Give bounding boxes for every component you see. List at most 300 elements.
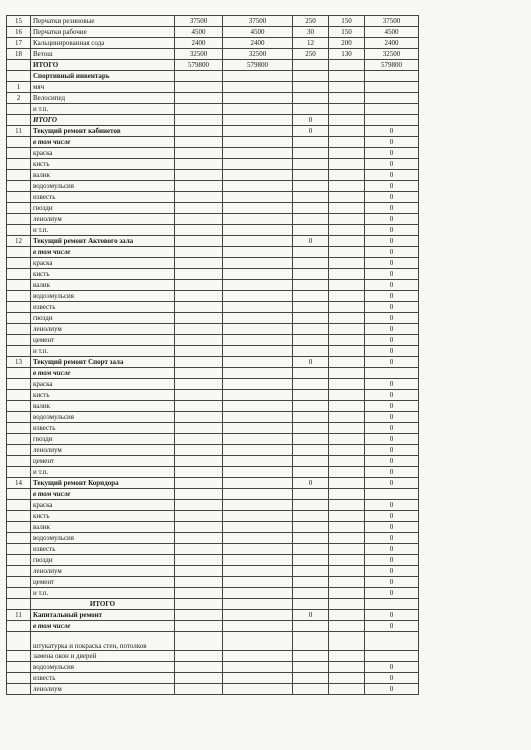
table-row xyxy=(7,500,419,511)
value-cell xyxy=(293,588,329,599)
value-cell xyxy=(329,467,365,478)
value-cell xyxy=(223,478,293,489)
row-number xyxy=(7,500,31,511)
value-cell xyxy=(293,93,329,104)
value-cell xyxy=(223,390,293,401)
table-row xyxy=(7,357,419,368)
value-cell: 0 xyxy=(365,412,419,423)
item-name: цемент xyxy=(31,456,175,467)
item-name: штукатурка и покраска стен, потолков xyxy=(31,632,175,651)
value-cell xyxy=(329,588,365,599)
item-name: Спортивный инвентарь xyxy=(31,71,175,82)
value-cell xyxy=(293,269,329,280)
value-cell xyxy=(223,489,293,500)
value-cell xyxy=(329,159,365,170)
item-name: Капитальный ремонт xyxy=(31,610,175,621)
budget-table xyxy=(6,15,419,695)
value-cell xyxy=(223,71,293,82)
table-row xyxy=(7,247,419,258)
value-cell xyxy=(293,632,329,651)
value-cell: 0 xyxy=(365,621,419,632)
value-cell xyxy=(175,651,223,662)
item-name: Текущий ремонт кабинетов xyxy=(31,126,175,137)
value-cell xyxy=(175,390,223,401)
item-name: краска xyxy=(31,500,175,511)
value-cell xyxy=(223,181,293,192)
value-cell xyxy=(293,456,329,467)
value-cell xyxy=(223,148,293,159)
value-cell xyxy=(175,71,223,82)
value-cell xyxy=(223,401,293,412)
value-cell xyxy=(223,412,293,423)
value-cell xyxy=(175,445,223,456)
row-number xyxy=(7,621,31,632)
table-row xyxy=(7,467,419,478)
value-cell xyxy=(329,291,365,302)
value-cell xyxy=(175,621,223,632)
table-row xyxy=(7,555,419,566)
table-row xyxy=(7,159,419,170)
value-cell: 4500 xyxy=(175,27,223,38)
value-cell: 579800 xyxy=(223,60,293,71)
value-cell xyxy=(175,434,223,445)
value-cell xyxy=(175,533,223,544)
value-cell xyxy=(329,555,365,566)
table-row xyxy=(7,368,419,379)
value-cell: 0 xyxy=(365,522,419,533)
value-cell: 579800 xyxy=(175,60,223,71)
table-row xyxy=(7,71,419,82)
value-cell: 579800 xyxy=(365,60,419,71)
value-cell: 0 xyxy=(365,346,419,357)
value-cell xyxy=(329,269,365,280)
table-row xyxy=(7,684,419,695)
value-cell: 0 xyxy=(365,533,419,544)
value-cell xyxy=(365,489,419,500)
value-cell xyxy=(293,170,329,181)
item-name: известь xyxy=(31,192,175,203)
value-cell: 0 xyxy=(365,610,419,621)
value-cell xyxy=(175,412,223,423)
row-number xyxy=(7,651,31,662)
value-cell xyxy=(293,82,329,93)
table-row xyxy=(7,566,419,577)
value-cell xyxy=(329,511,365,522)
value-cell xyxy=(329,214,365,225)
value-cell: 0 xyxy=(293,610,329,621)
value-cell xyxy=(223,225,293,236)
value-cell xyxy=(293,225,329,236)
value-cell xyxy=(329,302,365,313)
row-number xyxy=(7,269,31,280)
value-cell: 37500 xyxy=(365,16,419,27)
value-cell xyxy=(293,313,329,324)
item-name: валик xyxy=(31,401,175,412)
table-row xyxy=(7,412,419,423)
value-cell: 0 xyxy=(365,379,419,390)
value-cell: 150 xyxy=(329,27,365,38)
value-cell xyxy=(175,148,223,159)
item-name: ленолиум xyxy=(31,214,175,225)
value-cell xyxy=(223,544,293,555)
value-cell: 0 xyxy=(365,159,419,170)
item-name: Текущий ремонт Актового зала xyxy=(31,236,175,247)
value-cell xyxy=(223,291,293,302)
item-name: известь xyxy=(31,302,175,313)
row-number xyxy=(7,214,31,225)
row-number xyxy=(7,159,31,170)
value-cell: 2400 xyxy=(175,38,223,49)
value-cell xyxy=(293,423,329,434)
row-number xyxy=(7,662,31,673)
value-cell xyxy=(293,181,329,192)
value-cell xyxy=(175,115,223,126)
row-number xyxy=(7,192,31,203)
value-cell xyxy=(223,445,293,456)
value-cell: 150 xyxy=(329,16,365,27)
value-cell xyxy=(293,445,329,456)
value-cell xyxy=(223,555,293,566)
table-row xyxy=(7,126,419,137)
value-cell: 0 xyxy=(365,555,419,566)
table-row xyxy=(7,621,419,632)
value-cell xyxy=(329,632,365,651)
row-number xyxy=(7,632,31,651)
table-row xyxy=(7,651,419,662)
row-number: 15 xyxy=(7,16,31,27)
value-cell xyxy=(223,599,293,610)
table-row xyxy=(7,489,419,500)
value-cell xyxy=(329,280,365,291)
value-cell xyxy=(175,467,223,478)
value-cell xyxy=(175,269,223,280)
row-number xyxy=(7,181,31,192)
value-cell xyxy=(175,401,223,412)
table-row xyxy=(7,258,419,269)
value-cell xyxy=(175,423,223,434)
value-cell: 0 xyxy=(365,291,419,302)
item-name: и т.п. xyxy=(31,104,175,115)
item-name: гвозди xyxy=(31,434,175,445)
row-number xyxy=(7,291,31,302)
value-cell xyxy=(293,599,329,610)
table-row xyxy=(7,280,419,291)
value-cell xyxy=(293,159,329,170)
value-cell xyxy=(175,82,223,93)
item-name: известь xyxy=(31,544,175,555)
table-row xyxy=(7,181,419,192)
value-cell xyxy=(175,247,223,258)
value-cell xyxy=(293,280,329,291)
value-cell xyxy=(329,533,365,544)
value-cell: 0 xyxy=(365,203,419,214)
value-cell xyxy=(365,104,419,115)
row-number: 12 xyxy=(7,236,31,247)
value-cell: 0 xyxy=(365,423,419,434)
value-cell: 0 xyxy=(365,225,419,236)
value-cell xyxy=(223,302,293,313)
value-cell xyxy=(329,489,365,500)
row-number xyxy=(7,533,31,544)
value-cell xyxy=(175,291,223,302)
value-cell xyxy=(293,533,329,544)
row-number xyxy=(7,412,31,423)
item-name: водоэмульсия xyxy=(31,662,175,673)
item-name: и т.п. xyxy=(31,467,175,478)
table-row xyxy=(7,49,419,60)
table-row xyxy=(7,662,419,673)
item-name: ИТОГО xyxy=(31,60,175,71)
value-cell xyxy=(175,379,223,390)
value-cell xyxy=(329,258,365,269)
value-cell: 0 xyxy=(293,236,329,247)
value-cell xyxy=(175,181,223,192)
value-cell: 2400 xyxy=(223,38,293,49)
value-cell: 4500 xyxy=(365,27,419,38)
table-row xyxy=(7,214,419,225)
row-number xyxy=(7,511,31,522)
value-cell xyxy=(293,390,329,401)
row-number: 17 xyxy=(7,38,31,49)
row-number xyxy=(7,71,31,82)
value-cell xyxy=(223,522,293,533)
value-cell xyxy=(293,577,329,588)
item-name: ленолиум xyxy=(31,324,175,335)
value-cell xyxy=(175,214,223,225)
table-row xyxy=(7,434,419,445)
item-name: в том числе xyxy=(31,621,175,632)
value-cell: 0 xyxy=(365,566,419,577)
table-row xyxy=(7,456,419,467)
value-cell: 30 xyxy=(293,27,329,38)
value-cell xyxy=(223,500,293,511)
value-cell xyxy=(223,588,293,599)
table-row xyxy=(7,60,419,71)
row-number xyxy=(7,225,31,236)
value-cell xyxy=(223,621,293,632)
value-cell xyxy=(329,500,365,511)
item-name: цемент xyxy=(31,577,175,588)
value-cell xyxy=(329,544,365,555)
value-cell xyxy=(223,203,293,214)
item-name: Перчатки рабочие xyxy=(31,27,175,38)
value-cell xyxy=(329,566,365,577)
value-cell: 200 xyxy=(329,38,365,49)
value-cell xyxy=(329,82,365,93)
row-number xyxy=(7,390,31,401)
value-cell xyxy=(293,148,329,159)
value-cell xyxy=(329,324,365,335)
row-number xyxy=(7,258,31,269)
value-cell xyxy=(293,368,329,379)
row-number xyxy=(7,60,31,71)
value-cell: 0 xyxy=(365,588,419,599)
value-cell: 0 xyxy=(365,192,419,203)
value-cell xyxy=(329,181,365,192)
item-name: ИТОГО xyxy=(31,115,175,126)
row-number xyxy=(7,247,31,258)
table-row xyxy=(7,511,419,522)
value-cell: 0 xyxy=(365,500,419,511)
value-cell: 37500 xyxy=(223,16,293,27)
value-cell xyxy=(293,566,329,577)
value-cell xyxy=(223,247,293,258)
item-name: кисть xyxy=(31,269,175,280)
value-cell: 0 xyxy=(365,214,419,225)
table-row xyxy=(7,38,419,49)
table-row xyxy=(7,93,419,104)
value-cell xyxy=(223,137,293,148)
row-number xyxy=(7,137,31,148)
value-cell xyxy=(329,357,365,368)
value-cell: 0 xyxy=(365,684,419,695)
table-row xyxy=(7,544,419,555)
row-number: 16 xyxy=(7,27,31,38)
value-cell: 32500 xyxy=(365,49,419,60)
value-cell xyxy=(293,346,329,357)
row-number: 14 xyxy=(7,478,31,489)
value-cell xyxy=(175,368,223,379)
value-cell xyxy=(365,115,419,126)
value-cell xyxy=(329,148,365,159)
value-cell xyxy=(223,662,293,673)
value-cell xyxy=(329,368,365,379)
value-cell xyxy=(293,467,329,478)
value-cell xyxy=(329,621,365,632)
row-number xyxy=(7,673,31,684)
value-cell xyxy=(329,684,365,695)
table-row xyxy=(7,170,419,181)
row-number xyxy=(7,577,31,588)
value-cell xyxy=(223,434,293,445)
item-name: Велосипед xyxy=(31,93,175,104)
value-cell xyxy=(223,104,293,115)
table-row xyxy=(7,577,419,588)
item-name: водоэмульсия xyxy=(31,412,175,423)
row-number xyxy=(7,544,31,555)
value-cell xyxy=(329,346,365,357)
item-name: Текущий ремонт Коридора xyxy=(31,478,175,489)
value-cell xyxy=(293,379,329,390)
value-cell: 0 xyxy=(365,335,419,346)
value-cell xyxy=(329,247,365,258)
table-row xyxy=(7,104,419,115)
value-cell xyxy=(293,621,329,632)
value-cell xyxy=(293,555,329,566)
table-row xyxy=(7,27,419,38)
value-cell xyxy=(329,170,365,181)
value-cell: 0 xyxy=(365,434,419,445)
value-cell xyxy=(329,662,365,673)
table-row xyxy=(7,673,419,684)
table-row xyxy=(7,401,419,412)
row-number xyxy=(7,423,31,434)
row-number xyxy=(7,115,31,126)
item-name: в том числе xyxy=(31,368,175,379)
value-cell xyxy=(293,412,329,423)
table-row xyxy=(7,478,419,489)
value-cell xyxy=(175,170,223,181)
value-cell: 0 xyxy=(365,544,419,555)
value-cell xyxy=(175,588,223,599)
table-row xyxy=(7,302,419,313)
row-number xyxy=(7,434,31,445)
value-cell: 0 xyxy=(365,478,419,489)
value-cell xyxy=(329,434,365,445)
value-cell xyxy=(223,93,293,104)
value-cell xyxy=(175,236,223,247)
value-cell: 4500 xyxy=(223,27,293,38)
value-cell: 0 xyxy=(365,324,419,335)
item-name: Текущий ремонт Спорт зала xyxy=(31,357,175,368)
value-cell: 2400 xyxy=(365,38,419,49)
table-row xyxy=(7,291,419,302)
value-cell xyxy=(175,126,223,137)
value-cell xyxy=(223,610,293,621)
value-cell xyxy=(175,599,223,610)
value-cell xyxy=(175,456,223,467)
row-number xyxy=(7,313,31,324)
value-cell xyxy=(223,214,293,225)
value-cell xyxy=(223,192,293,203)
value-cell: 250 xyxy=(293,16,329,27)
value-cell xyxy=(223,357,293,368)
row-number xyxy=(7,148,31,159)
value-cell xyxy=(293,214,329,225)
value-cell xyxy=(329,93,365,104)
value-cell xyxy=(365,82,419,93)
row-number xyxy=(7,324,31,335)
value-cell xyxy=(223,423,293,434)
table-row xyxy=(7,313,419,324)
value-cell xyxy=(175,302,223,313)
item-name: ленолиум xyxy=(31,566,175,577)
value-cell: 0 xyxy=(365,269,419,280)
value-cell xyxy=(329,192,365,203)
value-cell: 0 xyxy=(365,445,419,456)
table-row xyxy=(7,522,419,533)
row-number xyxy=(7,555,31,566)
table-row xyxy=(7,588,419,599)
value-cell xyxy=(293,192,329,203)
value-cell: 0 xyxy=(365,258,419,269)
value-cell xyxy=(329,390,365,401)
value-cell xyxy=(175,522,223,533)
value-cell xyxy=(223,456,293,467)
value-cell xyxy=(329,115,365,126)
item-name: в том числе xyxy=(31,489,175,500)
value-cell xyxy=(293,60,329,71)
value-cell: 0 xyxy=(365,662,419,673)
table-row xyxy=(7,16,419,27)
value-cell xyxy=(329,379,365,390)
value-cell xyxy=(223,533,293,544)
item-name: валик xyxy=(31,522,175,533)
value-cell: 0 xyxy=(293,357,329,368)
value-cell xyxy=(223,159,293,170)
row-number xyxy=(7,302,31,313)
item-name: водоэмульсия xyxy=(31,181,175,192)
row-number: 18 xyxy=(7,49,31,60)
value-cell: 250 xyxy=(293,49,329,60)
value-cell xyxy=(175,673,223,684)
item-name: мяч xyxy=(31,82,175,93)
value-cell: 32500 xyxy=(223,49,293,60)
value-cell xyxy=(293,684,329,695)
row-number xyxy=(7,489,31,500)
value-cell xyxy=(223,335,293,346)
value-cell xyxy=(223,280,293,291)
